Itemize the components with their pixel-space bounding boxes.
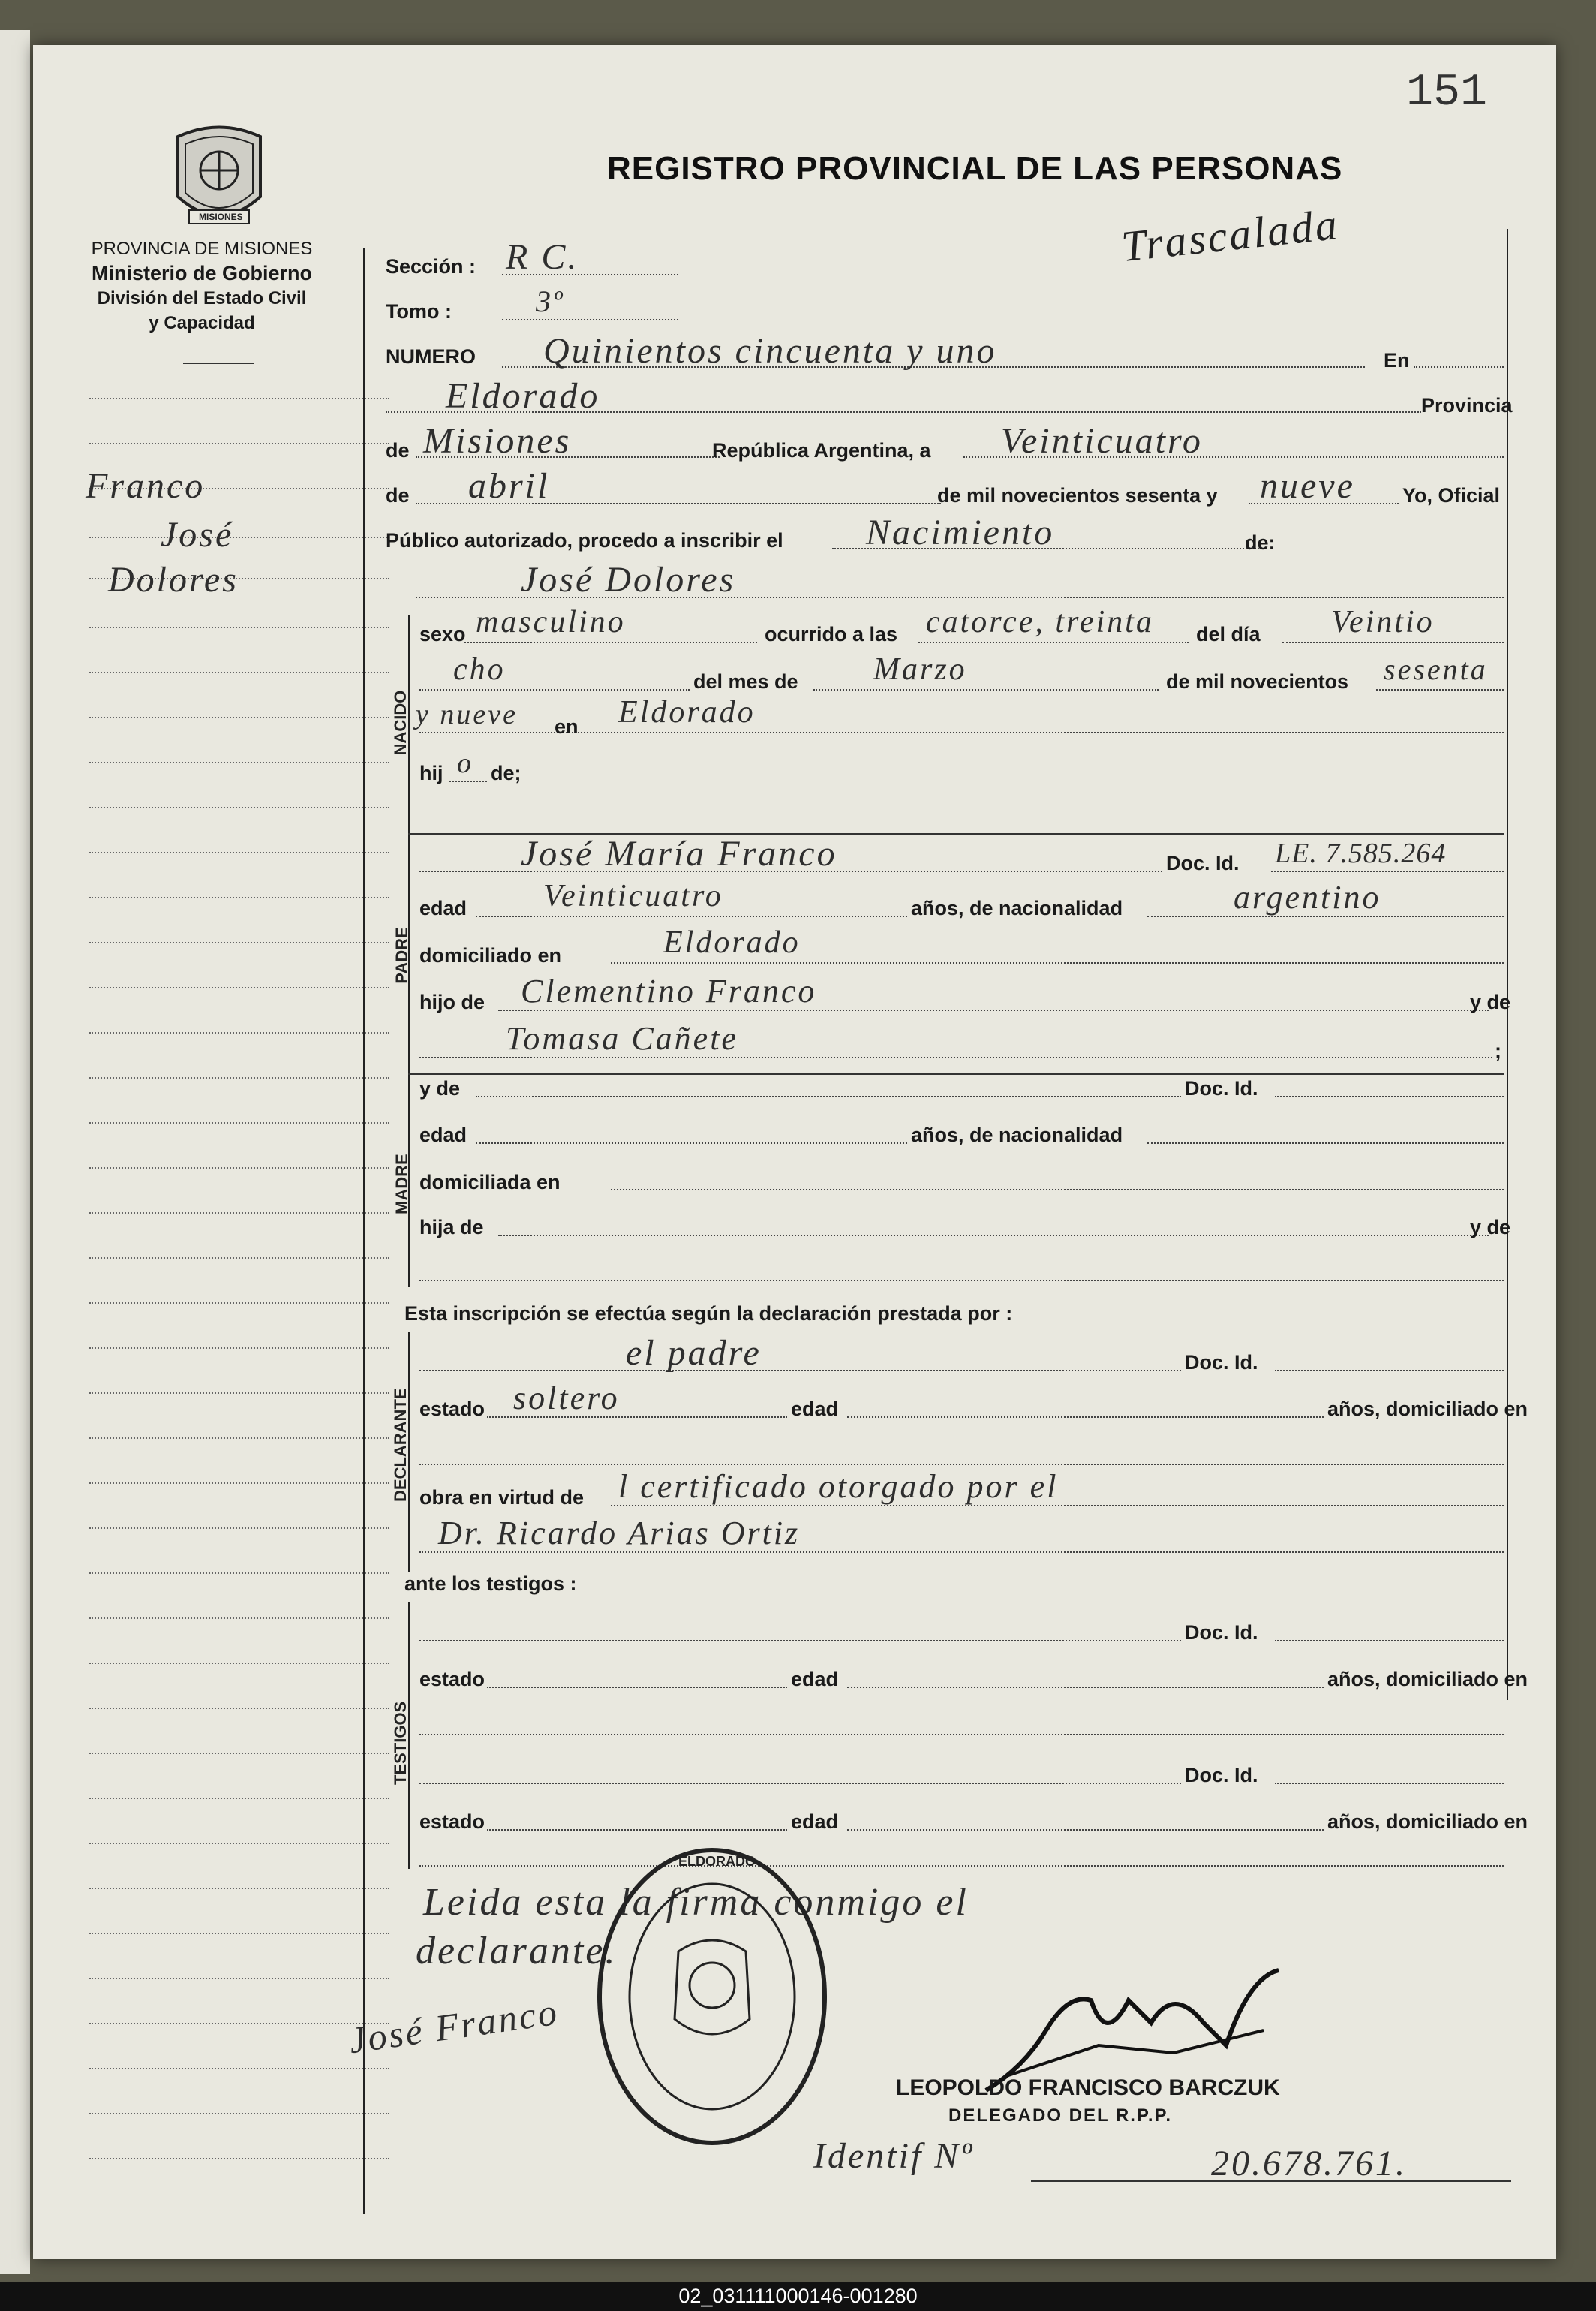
de3-label: de: [1245,531,1276,554]
page-number: 151 [1406,68,1488,119]
declarante-estado-label: estado [419,1398,485,1420]
stamp-locality: ELDORADO [678,1854,756,1869]
section-padre: PADRE [392,927,411,984]
officer-title: DELEGADO DEL R.P.P. [948,2105,1173,2126]
margin-note-name-1: José [161,515,234,555]
madre-edad-label: edad [419,1124,467,1146]
padre-doc-value: LE. 7.585.264 [1275,838,1447,869]
dia-value: Veinticuatro [1001,421,1203,461]
padre-semicolon: ; [1495,1040,1501,1062]
sexo-label: sexo [419,623,466,645]
section-testigos: TESTIGOS [391,1701,410,1785]
tomo-value: 3º [536,284,565,318]
registered-name-value: José Dolores [521,560,736,600]
testigo2-anios-label: años, domiciliado en [1327,1810,1528,1833]
officer-name: LEOPOLDO FRANCISCO BARCZUK [896,2075,1280,2100]
image-footer-id: 02_031111000146-001280 [0,2282,1596,2311]
mes-nac-value: Marzo [873,652,967,687]
tomo-label: Tomo : [386,300,452,323]
declarante-anios-label: años, domiciliado en [1327,1398,1528,1420]
de2-label: de [386,484,410,507]
declarante-obra-value-a: l certificado otorgado por el [618,1468,1059,1505]
madre-dom-label: domiciliada en [419,1171,561,1193]
en-label: En [1384,349,1410,372]
publico-label: Público autorizado, procedo a inscribir el [386,529,783,552]
padre-edad-value: Veinticuatro [543,879,723,913]
numero-value: Quinientos cincuenta y uno [543,331,997,371]
hij-de-label: de; [491,762,521,784]
padre-nombre-value: José María Franco [521,834,837,874]
declarante-nombre-value: el padre [626,1333,762,1373]
testigo2-doc-label: Doc. Id. [1185,1764,1258,1786]
right-vertical-rule [1507,229,1508,1700]
margin-note-surname: Franco [86,466,206,506]
madre-yde2-label: y de [1470,1216,1511,1238]
provincia-label: Provincia [1421,394,1513,417]
seccion-value: R C. [506,237,579,277]
main-vertical-rule [363,248,365,2214]
margin-note-name-2: Dolores [108,560,239,600]
provincia-value: Misiones [423,421,572,461]
testigo1-estado-label: estado [419,1668,485,1690]
division-capacity: y Capacidad [149,313,255,333]
en-nac-label: en [555,715,579,738]
declarante-obra-value-b: Dr. Ricardo Arias Ortiz [438,1515,801,1551]
padre-nac-label: años, de nacionalidad [911,897,1123,919]
divider [183,363,254,364]
del-dia-label: del día [1196,623,1261,645]
issuer-block [33,236,371,336]
closing-note-line1: Leida esta la firma conmigo el [423,1881,969,1924]
oficial-label: Yo, Oficial [1402,484,1501,507]
anio-value: nueve [1260,466,1355,506]
testigos-intro: ante los testigos : [404,1572,577,1595]
declarante-doc-label: Doc. Id. [1185,1351,1258,1374]
seal-label: MISIONES [199,212,243,222]
closing-note-line2: declarante. [416,1930,618,1972]
declarante-obra-label: obra en virtud de [419,1486,585,1509]
document-title: REGISTRO PROVINCIAL DE LAS PERSONAS [607,150,1343,187]
division-name: División del Estado Civil [97,288,307,308]
ocurrido-label: ocurrido a las [765,623,898,645]
section-madre: MADRE [392,1154,411,1214]
anio-label: de mil novecientos sesenta y [937,484,1218,507]
padre-hijo-de-value: Clementino Franco [521,973,817,1010]
identif-label: Identif Nº [813,2136,975,2176]
dia-nac-value-a: Veintio [1331,605,1435,639]
testigo1-doc-label: Doc. Id. [1185,1621,1258,1644]
document-page [33,45,1556,2259]
republica-label: República Argentina, a [712,439,931,462]
hij-suffix-value: o [457,748,473,779]
padre-yde-label: y de [1470,991,1511,1013]
ministry-name: Ministerio de Gobierno [91,262,313,284]
official-stamp [588,1839,836,2154]
anio-nac-value-a: sesenta [1384,652,1488,686]
declarante-estado-value: soltero [513,1380,620,1416]
madre-nac-label: años, de nacionalidad [911,1124,1123,1146]
dia-nac-value-b: cho [453,652,506,687]
mil-label: de mil novecientos [1166,670,1349,693]
localidad-value: Eldorado [446,376,600,416]
testigo1-anios-label: años, domiciliado en [1327,1668,1528,1690]
padre-hijo-label: hijo de [419,991,485,1013]
numero-label: NUMERO [386,345,476,368]
section-nacido: NACIDO [391,690,410,756]
section-declarante: DECLARANTE [391,1388,410,1502]
declarant-signature: José Franco [346,1990,562,2062]
del-mes-label: del mes de [693,670,798,693]
anio-nac-value-b: y nueve [416,699,518,730]
handwritten-transcription-mark: Trascalada [1119,199,1342,272]
hij-label: hij [419,762,443,784]
declarante-intro: Esta inscripción se efectúa según la declaración prestada por : [404,1302,1013,1325]
sexo-value: masculino [476,605,626,639]
padre-nacionalidad-value: argentino [1234,879,1381,916]
seccion-label: Sección : [386,255,476,278]
madre-hija-label: hija de [419,1216,484,1238]
testigo2-estado-label: estado [419,1810,485,1833]
padre-domicilio-value: Eldorado [663,925,801,960]
declarante-edad-label: edad [791,1398,839,1420]
mes-value: abril [468,466,550,506]
testigo1-edad-label: edad [791,1668,839,1690]
padre-dom-label: domiciliado en [419,944,562,967]
madre-yde-label: y de [419,1077,461,1100]
padre-madre-de-value: Tomasa Cañete [506,1020,738,1057]
testigo2-edad-label: edad [791,1810,839,1833]
identif-number: 20.678.761. [1211,2144,1407,2183]
padre-edad-label: edad [419,897,467,919]
provincial-seal-icon [170,122,268,234]
province-name: PROVINCIA DE MISIONES [91,239,313,259]
padre-doc-label: Doc. Id. [1166,852,1240,874]
acto-value: Nacimiento [866,513,1055,552]
lugar-nac-value: Eldorado [618,695,756,730]
hora-value: catorce, treinta [926,605,1154,639]
facing-page-edge [0,30,30,2274]
madre-doc-label: Doc. Id. [1185,1077,1258,1100]
de-label: de [386,439,410,462]
